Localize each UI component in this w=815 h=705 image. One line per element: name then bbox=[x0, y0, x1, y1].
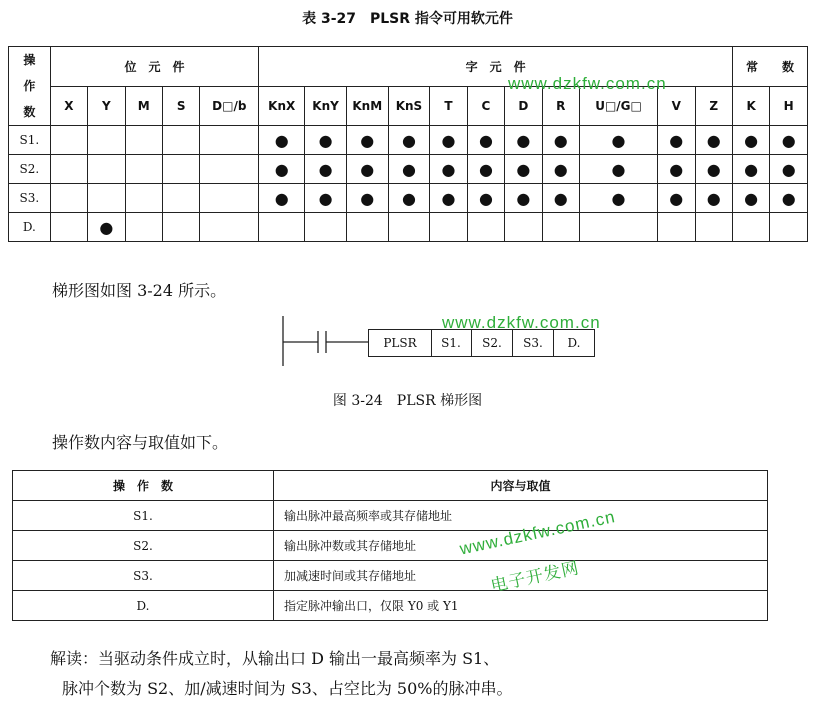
available-dot: ● bbox=[305, 184, 347, 213]
ladder-box-s1: S1. bbox=[431, 329, 472, 357]
operand-header-char: 作 bbox=[23, 79, 36, 93]
device-table bbox=[8, 46, 808, 242]
operand-header bbox=[9, 47, 51, 126]
available-dot: ● bbox=[658, 126, 695, 155]
group-constants: 常 数 bbox=[732, 47, 807, 87]
table-row bbox=[9, 213, 808, 242]
watermark-url: www.dzkfw.com.cn bbox=[442, 313, 601, 332]
description-cell: 输出脉冲数或其存储地址 bbox=[274, 531, 768, 561]
table-cell bbox=[467, 213, 504, 242]
available-dot: ● bbox=[732, 155, 769, 184]
row-label: D. bbox=[9, 213, 51, 242]
available-dot: ● bbox=[695, 184, 732, 213]
available-dot: ● bbox=[430, 184, 467, 213]
available-dot: ● bbox=[580, 155, 658, 184]
column-header: T bbox=[430, 86, 467, 126]
operand-rows bbox=[13, 501, 768, 621]
available-dot: ● bbox=[430, 126, 467, 155]
watermark-url: www.dzkfw.com.cn bbox=[508, 74, 667, 93]
available-dot: ● bbox=[658, 155, 695, 184]
table-row bbox=[9, 126, 808, 155]
table-cell bbox=[200, 213, 259, 242]
available-dot: ● bbox=[770, 155, 808, 184]
available-dot: ● bbox=[695, 155, 732, 184]
content-column-header: 内容与取值 bbox=[274, 471, 768, 501]
ladder-box-d: D. bbox=[554, 329, 595, 357]
device-rows bbox=[9, 126, 808, 242]
table-cell bbox=[125, 213, 162, 242]
column-header: KnX bbox=[259, 86, 305, 126]
available-dot: ● bbox=[346, 184, 388, 213]
table-cell bbox=[732, 213, 769, 242]
note-line-1: 解读：当驱动条件成立时，从输出口 D 输出一最高频率为 S1、 bbox=[50, 649, 500, 668]
table-cell bbox=[658, 213, 695, 242]
table-cell bbox=[125, 155, 162, 184]
table-row bbox=[9, 155, 808, 184]
group-word-devices: 字 元 件 bbox=[259, 47, 733, 87]
paragraph-operand-intro: 操作数内容与取值如下。 bbox=[52, 433, 229, 452]
available-dot: ● bbox=[346, 126, 388, 155]
available-dot: ● bbox=[542, 155, 579, 184]
table-cell bbox=[50, 184, 87, 213]
table-row bbox=[9, 184, 808, 213]
available-dot: ● bbox=[658, 184, 695, 213]
table-row bbox=[13, 531, 768, 561]
operand-column-header: 操 作 数 bbox=[13, 471, 274, 501]
table-row bbox=[13, 591, 768, 621]
explanation-note bbox=[50, 644, 513, 704]
available-dot: ● bbox=[388, 155, 430, 184]
ladder-box-s2: S2. bbox=[472, 329, 513, 357]
column-header: C bbox=[467, 86, 504, 126]
available-dot: ● bbox=[467, 184, 504, 213]
table-cell bbox=[346, 213, 388, 242]
operand-cell: S3. bbox=[13, 561, 274, 591]
available-dot: ● bbox=[505, 126, 542, 155]
operand-header-char: 操 bbox=[23, 53, 36, 67]
ladder-box-instruction: PLSR bbox=[368, 329, 432, 357]
row-label: S1. bbox=[9, 126, 51, 155]
available-dot: ● bbox=[305, 126, 347, 155]
watermark-url: www.dzkfw.com.cn bbox=[458, 507, 618, 559]
table-row bbox=[13, 561, 768, 591]
available-dot: ● bbox=[580, 184, 658, 213]
table-cell bbox=[542, 213, 579, 242]
table-cell bbox=[125, 184, 162, 213]
note-line-2: 脉冲个数为 S2、加/减速时间为 S3、占空比为 50%的脉冲串。 bbox=[62, 679, 513, 698]
operand-header-char: 数 bbox=[23, 105, 36, 119]
table-cell bbox=[88, 155, 125, 184]
column-header: X bbox=[50, 86, 87, 126]
table-row bbox=[13, 501, 768, 531]
available-dot: ● bbox=[732, 184, 769, 213]
table-cell bbox=[88, 184, 125, 213]
table-cell bbox=[50, 155, 87, 184]
table-cell bbox=[88, 126, 125, 155]
available-dot: ● bbox=[430, 155, 467, 184]
column-header: V bbox=[658, 86, 695, 126]
table-cell bbox=[200, 155, 259, 184]
column-header: K bbox=[732, 86, 769, 126]
available-dot: ● bbox=[542, 126, 579, 155]
operand-cell: S1. bbox=[13, 501, 274, 531]
available-dot: ● bbox=[88, 213, 125, 242]
available-dot: ● bbox=[505, 155, 542, 184]
column-header: R bbox=[542, 86, 579, 126]
available-dot: ● bbox=[542, 184, 579, 213]
available-dot: ● bbox=[259, 155, 305, 184]
group-bit-devices: 位 元 件 bbox=[50, 47, 259, 87]
operand-cell: D. bbox=[13, 591, 274, 621]
description-cell: 指定脉冲输出口，仅限 Y0 或 Y1 bbox=[274, 591, 768, 621]
watermark-site-name: 电子开发网 bbox=[489, 558, 582, 596]
table-cell bbox=[695, 213, 732, 242]
table-cell bbox=[430, 213, 467, 242]
table-cell bbox=[200, 126, 259, 155]
table-cell bbox=[162, 213, 199, 242]
description-cell: 加减速时间或其存储地址 bbox=[274, 561, 768, 591]
available-dot: ● bbox=[580, 126, 658, 155]
column-header: KnS bbox=[388, 86, 430, 126]
available-dot: ● bbox=[505, 184, 542, 213]
table-cell bbox=[50, 213, 87, 242]
column-header: KnY bbox=[305, 86, 347, 126]
available-dot: ● bbox=[305, 155, 347, 184]
paragraph-ladder-intro: 梯形图如图 3-24 所示。 bbox=[52, 281, 227, 300]
available-dot: ● bbox=[259, 184, 305, 213]
ladder-box-s3: S3. bbox=[513, 329, 554, 357]
table-cell bbox=[770, 213, 808, 242]
column-header: Y bbox=[88, 86, 125, 126]
available-dot: ● bbox=[346, 155, 388, 184]
table-cell bbox=[162, 126, 199, 155]
operand-table bbox=[12, 470, 768, 621]
available-dot: ● bbox=[388, 184, 430, 213]
row-label: S2. bbox=[9, 155, 51, 184]
table-cell bbox=[388, 213, 430, 242]
available-dot: ● bbox=[770, 184, 808, 213]
operand-cell: S2. bbox=[13, 531, 274, 561]
table-cell bbox=[50, 126, 87, 155]
available-dot: ● bbox=[732, 126, 769, 155]
available-dot: ● bbox=[695, 126, 732, 155]
column-header: U□/G□ bbox=[580, 86, 658, 126]
column-header: S bbox=[162, 86, 199, 126]
table-cell bbox=[580, 213, 658, 242]
column-header: D bbox=[505, 86, 542, 126]
ladder-contact-icon bbox=[280, 316, 370, 366]
column-header: D□/b bbox=[200, 86, 259, 126]
operand-table-header bbox=[13, 471, 768, 501]
figure-caption: 图 3-24 PLSR 梯形图 bbox=[332, 393, 483, 409]
table-cell bbox=[162, 184, 199, 213]
table-title: 表 3-27 PLSR 指令可用软元件 bbox=[302, 11, 513, 27]
row-label: S3. bbox=[9, 184, 51, 213]
available-dot: ● bbox=[259, 126, 305, 155]
table-cell bbox=[505, 213, 542, 242]
column-header: KnM bbox=[346, 86, 388, 126]
available-dot: ● bbox=[770, 126, 808, 155]
column-header: Z bbox=[695, 86, 732, 126]
column-header-row bbox=[9, 86, 808, 126]
group-header-row bbox=[9, 47, 808, 87]
table-cell bbox=[200, 184, 259, 213]
column-header: M bbox=[125, 86, 162, 126]
table-cell bbox=[305, 213, 347, 242]
available-dot: ● bbox=[388, 126, 430, 155]
column-header: H bbox=[770, 86, 808, 126]
available-dot: ● bbox=[467, 126, 504, 155]
table-cell bbox=[162, 155, 199, 184]
description-cell: 输出脉冲最高频率或其存储地址 bbox=[274, 501, 768, 531]
table-cell bbox=[259, 213, 305, 242]
available-dot: ● bbox=[467, 155, 504, 184]
table-cell bbox=[125, 126, 162, 155]
